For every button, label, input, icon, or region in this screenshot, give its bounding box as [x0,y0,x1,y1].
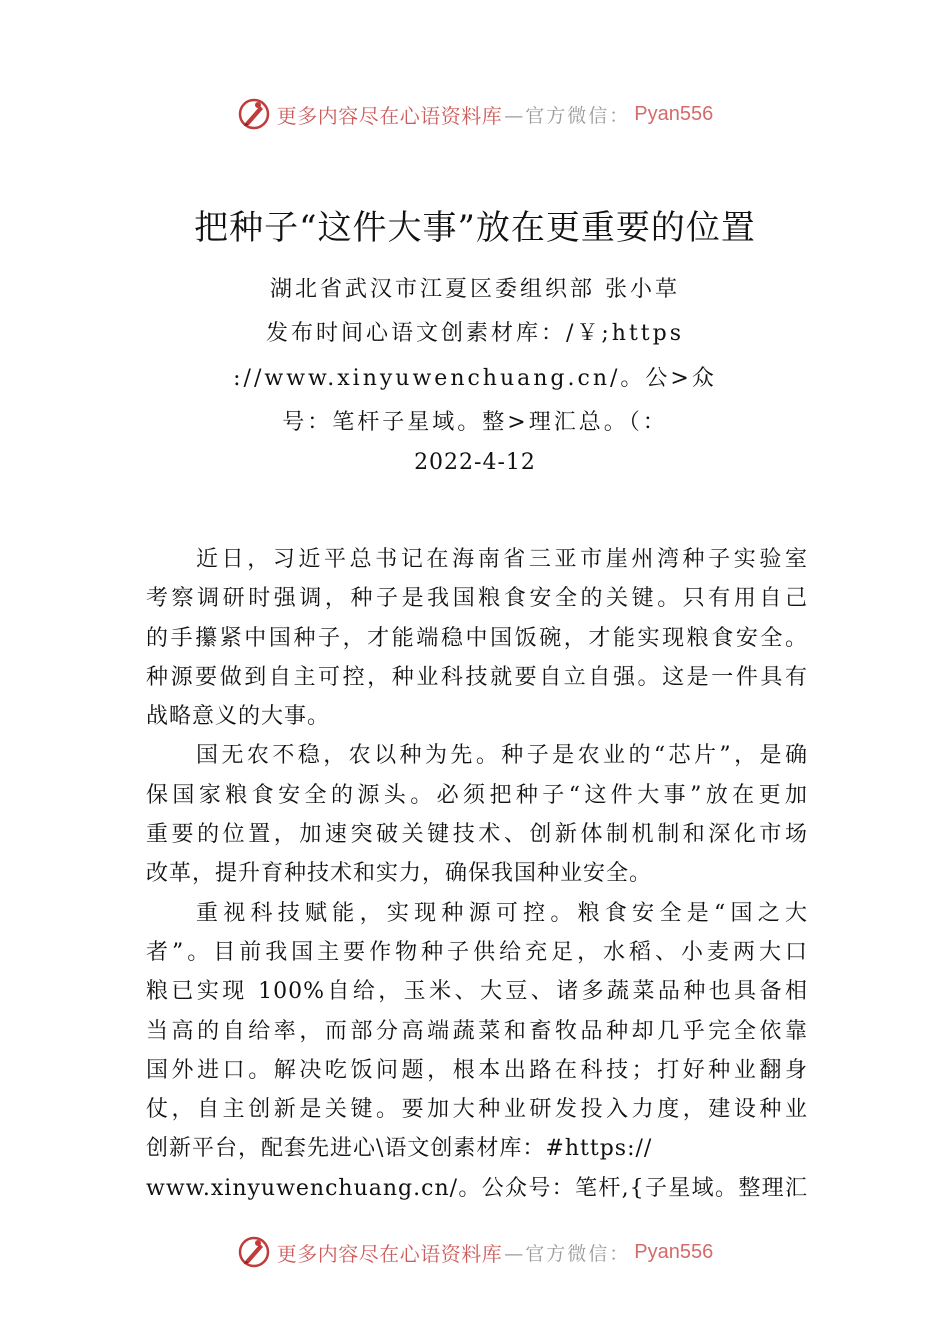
banner-label: —官方微信： [504,104,631,127]
body-line: 的手攥紧中国种子，才能端稳中国饭碗，才能实现粮食安全。 [146,625,808,651]
article-body [146,540,808,1208]
publish-date: 2022-4-12 [414,450,536,475]
pen-logo-icon [237,97,271,131]
banner-text: 更多内容尽在心语资料库 [276,103,503,128]
body-line: 重要的位置，加速突破关键技术、创新体制机制和深化市场 [146,822,808,848]
author-line: 湖北省武汉市江夏区委组织部 张小草 [270,277,680,302]
article-title: 把种子“这件大事”放在更重要的位置 [194,208,756,248]
body-line: 仗，自主创新是关键。要加大种业研发投入力度，建设种业 [146,1097,808,1123]
body-line: 者”。目前我国主要作物种子供给充足，水稻、小麦两大口 [146,939,808,965]
meta-line: 号：笔杆子星域。整>理汇总。（： [282,410,668,435]
body-line: www.xinyuwenchuang.cn/。公众号：笔杆,{子星域。整理汇 [146,1175,808,1201]
banner-handle: Pyan556 [634,102,714,125]
pen-logo-icon [237,1235,271,1269]
body-line: 种源要做到自主可控，种业科技就要自立自强。这是一件具有 [146,664,808,690]
body-line: 保国家粮食安全的源头。必须把种子“这件大事”放在更加 [146,782,808,808]
banner-text: 更多内容尽在心语资料库 [276,1241,503,1266]
header-banner [0,94,950,134]
body-line: 改革，提升育种技术和实力，确保我国种业安全。 [146,861,653,887]
meta-line: 发布时间心语文创素材库：/￥;https [265,321,685,346]
footer-banner [0,1232,950,1272]
banner-handle: Pyan556 [634,1240,714,1263]
banner-label: —官方微信： [504,1242,631,1265]
body-line: 国外进口。解决吃饭问题，根本出路在科技；打好种业翻身 [146,1057,808,1083]
body-line: 国无农不稳，农以种为先。种子是农业的“芯片”，是确 [196,743,808,769]
body-line: 当高的自给率，而部分高端蔬菜和畜牧品种却几乎完全依靠 [146,1018,808,1044]
body-line: 近日，习近平总书记在海南省三亚市崖州湾种子实验室 [196,547,808,572]
body-line: 战略意义的大事。 [146,704,331,730]
body-line: 重视科技赋能，实现种源可控。粮食安全是“国之大 [196,900,808,926]
body-line: 创新平台，配套先进心\语文创素材库：#https:// [146,1136,653,1162]
meta-line: ://www.xinyuwenchuang.cn/。公>众 [233,366,717,391]
body-line: 粮已实现 100%自给，玉米、大豆、诸多蔬菜品种也具备相 [146,979,808,1005]
body-line: 考察调研时强调，种子是我国粮食安全的关键。只有用自己 [146,586,808,612]
